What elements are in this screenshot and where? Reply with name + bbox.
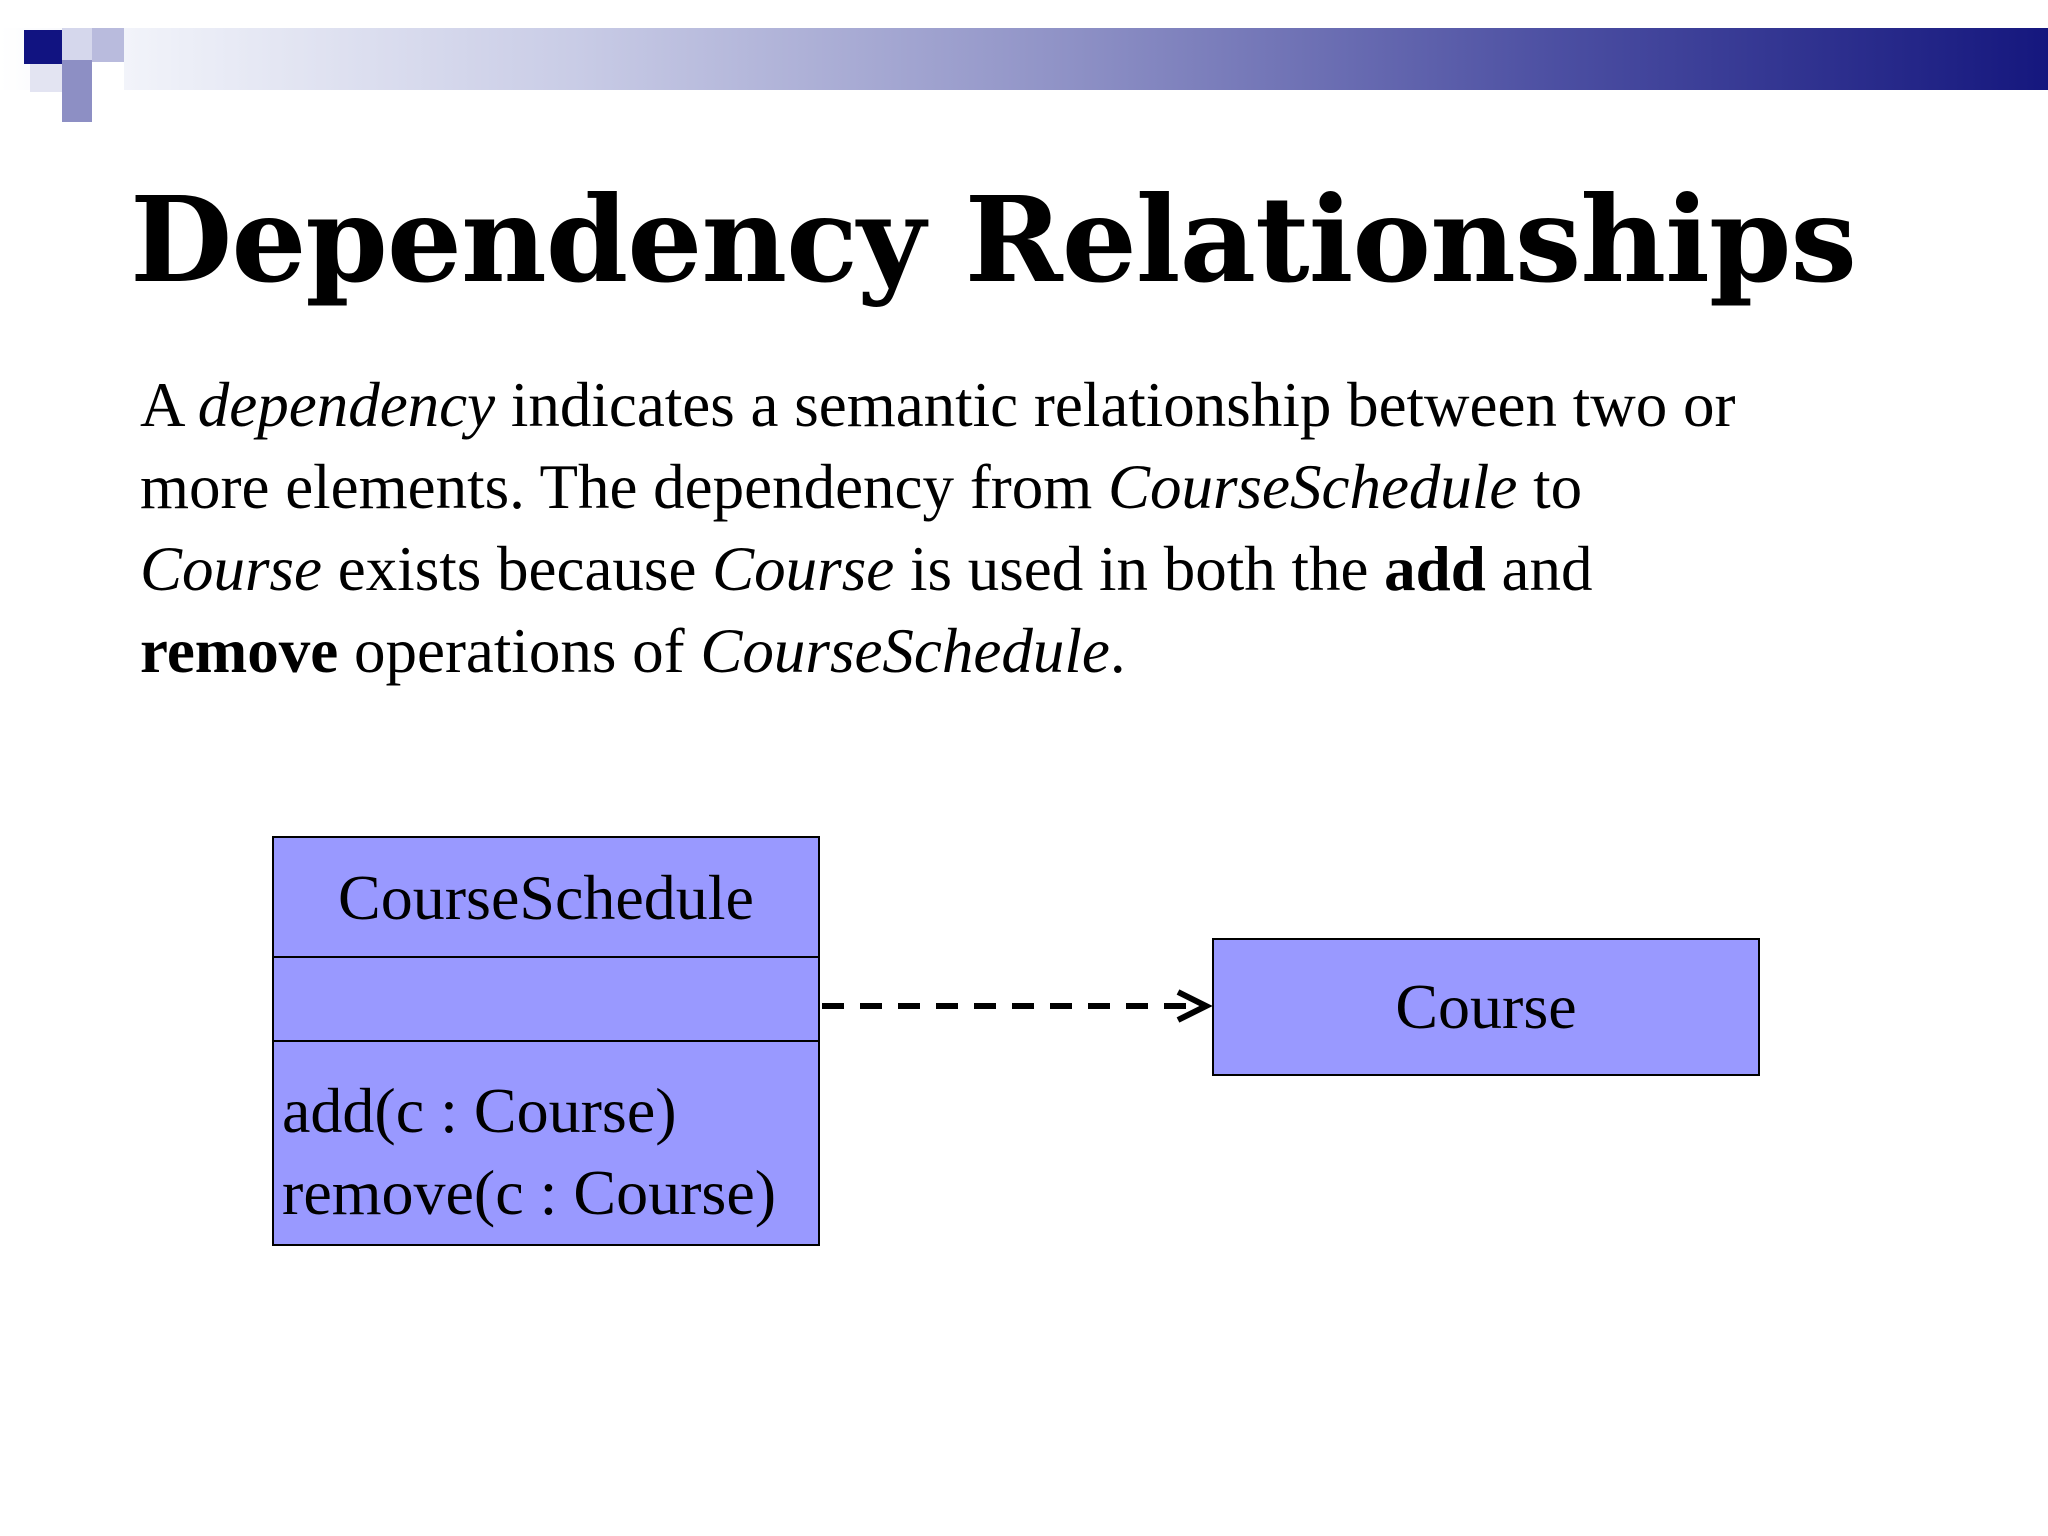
body-text-run: exists because [322, 534, 713, 604]
body-line-1 [140, 364, 1980, 446]
corner-square-decoration [24, 30, 62, 64]
header-gradient-bar [0, 28, 2048, 90]
body-text-run: is used in both the [894, 534, 1385, 604]
slide-title: Dependency Relationships [130, 170, 1856, 309]
body-text-run: operations of [338, 616, 701, 686]
corner-square-decoration [92, 62, 124, 92]
corner-square-decoration [62, 92, 92, 122]
uml-class-course[interactable]: Course [1212, 938, 1760, 1076]
body-text-run: to [1517, 452, 1583, 522]
dependency-arrowhead [1178, 992, 1206, 1020]
body-bold-term: add [1384, 534, 1486, 604]
body-italic-term: Course [712, 534, 895, 604]
operation-remove: remove(c : Course) [282, 1157, 777, 1228]
body-line-4 [140, 610, 1980, 692]
class-operations-compartment [274, 1042, 818, 1244]
body-line-3 [140, 528, 1980, 610]
corner-square-decoration [92, 28, 124, 62]
uml-class-courseschedule[interactable] [272, 836, 820, 1246]
slide-body-text [140, 364, 1980, 692]
class-attributes-compartment [274, 958, 818, 1042]
body-italic-term: Course [140, 534, 323, 604]
operation-add: add(c : Course) [282, 1075, 677, 1146]
body-line-2 [140, 446, 1980, 528]
corner-square-decoration [62, 60, 92, 92]
corner-square-decoration [30, 64, 62, 92]
corner-square-decoration [62, 28, 92, 60]
body-text-run: indicates a semantic relationship between two or [495, 370, 1736, 440]
body-text-run: more elements. The dependency from [140, 452, 1108, 522]
class-name-compartment: CourseSchedule [274, 838, 818, 958]
body-text-run: . [1109, 616, 1126, 686]
body-italic-term: CourseSchedule [700, 616, 1110, 686]
body-text-run: A [140, 370, 198, 440]
body-italic-term: CourseSchedule [1107, 452, 1518, 522]
body-text-run: and [1485, 534, 1593, 604]
body-bold-term: remove [140, 616, 339, 686]
body-italic-term: dependency [197, 370, 496, 440]
